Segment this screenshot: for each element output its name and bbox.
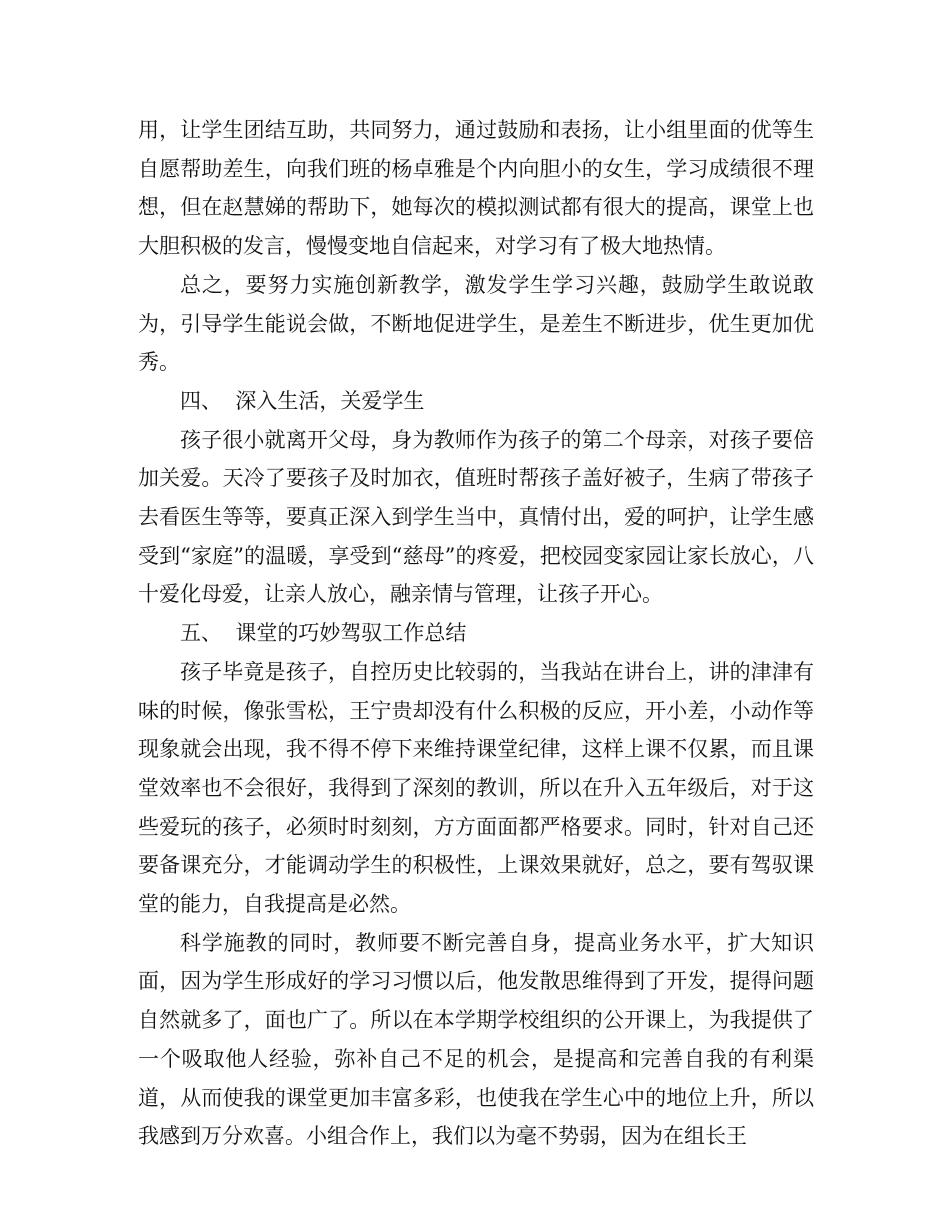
document-body xyxy=(138,111,814,1156)
paragraph-self-improvement: 科学施教的同时，教师要不断完善自身，提高业务水平，扩大知识面，因为学生形成好的学习习惯以后，他发散思维得到了开发，提得问题自然就多了，面也广了。所以在本学期学校组织的公开课上，为我提供了一个吸取他人经验，弥补自己不足的机会，是提高和完善自我的有利渠道，从而使我的课堂更加丰富多彩，也使我在学生心中的地位上升，所以我感到万分欢喜。小组合作上，我们以为毫不势弱，因为在组长王 xyxy=(138,930,814,1149)
section-heading-4: 四、 深入生活，关爱学生 xyxy=(180,388,425,413)
paragraph-innovative-teaching: 总之，要努力实施创新教学，激发学生学习兴趣，鼓励学生敢说敢为，引导学生能说会做，不断地促进学生，是差生不断进步，优生更加优秀。 xyxy=(138,272,814,375)
paragraph-group-cooperation: 用，让学生团结互助，共同努力，通过鼓励和表扬，让小组里面的优等生自愿帮助差生，向我们班的杨卓雅是个内向胆小的女生，学习成绩很不理想，但在赵慧娣的帮助下，她每次的模拟测试都有很大的提高，课堂上也大胆积极的发言，慢慢变地自信起来，对学习有了极大地热情。 xyxy=(138,118,814,259)
paragraph-care-for-students: 孩子很小就离开父母，身为教师作为孩子的第二个母亲，对孩子要倍加关爱。天冷了要孩子及时加衣，值班时帮孩子盖好被子，生病了带孩子去看医生等等，要真正深入到学生当中，真情付出，爱的呵护，让学生感受到“家庭”的温暖，享受到“慈母”的疼爱，把校园变家园让家长放心，八十爱化母爱，让亲人放心，融亲情与管理，让孩子开心。 xyxy=(138,427,814,607)
paragraph-classroom-control: 孩子毕竟是孩子，自控历史比较弱的，当我站在讲台上，讲的津津有味的时候，像张雪松，王宁贵却没有什么积极的反应，开小差，小动作等现象就会出现，我不得不停下来维持课堂纪律，这样上课不仅累，而且课堂效率也不会很好，我得到了深刻的教训，所以在升入五年级后，对于这些爱玩的孩子，必须时时刻刻，方方面面都严格要求。同时，针对自己还要备课充分，才能调动学生的积极性，上课效果就好，总之，要有驾驭课堂的能力，自我提高是必然。 xyxy=(138,659,814,917)
section-heading-5: 五、 课堂的巧妙驾驭工作总结 xyxy=(180,621,467,646)
